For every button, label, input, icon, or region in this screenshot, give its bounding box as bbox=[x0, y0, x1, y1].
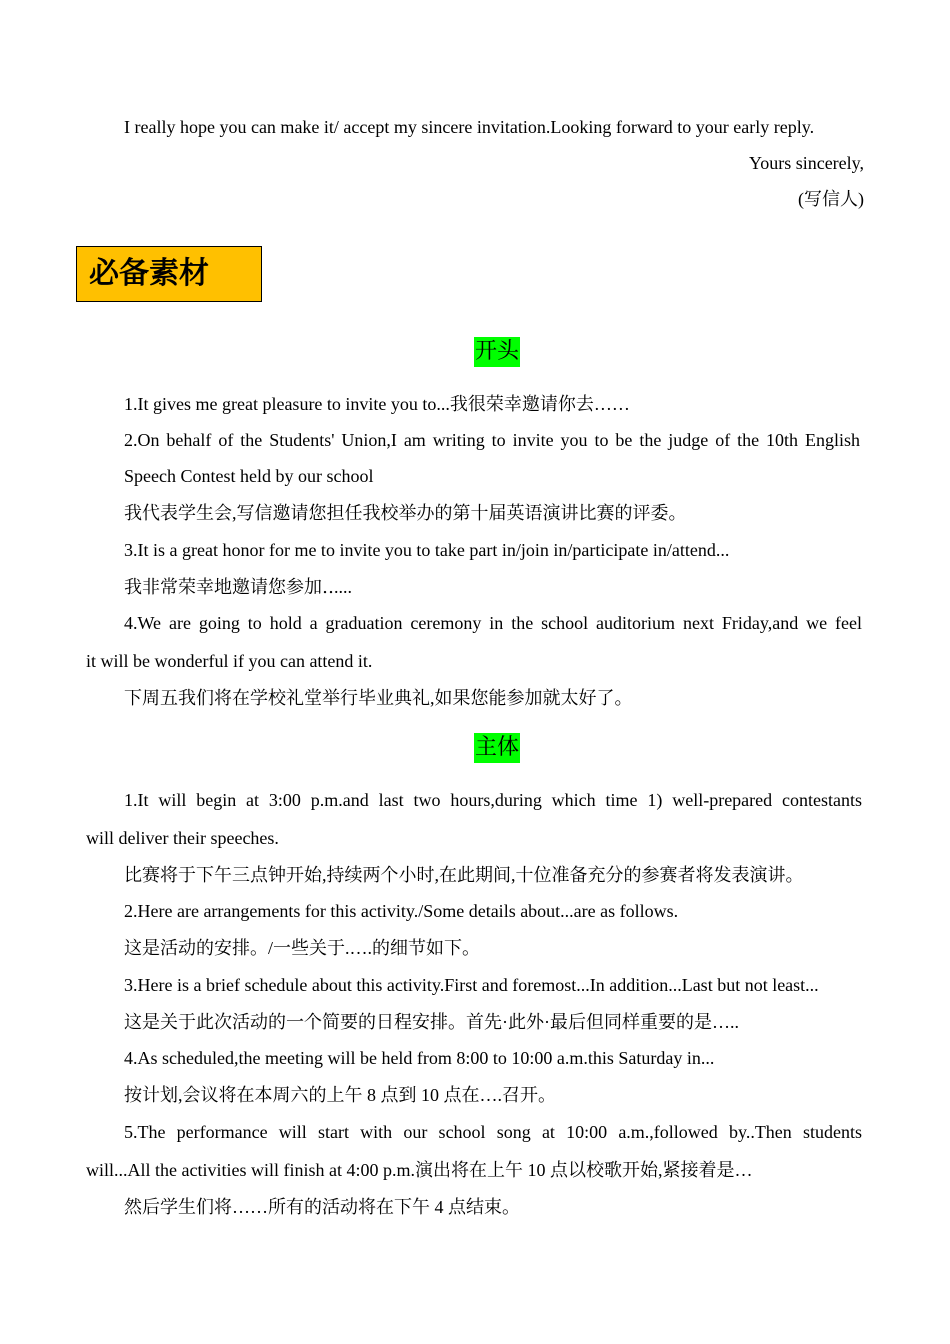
body-line: 3.Here is a brief schedule about this activity.First and foremost...In addition...Last but not least... bbox=[124, 975, 819, 995]
opening-line: Speech Contest held by our school bbox=[124, 466, 374, 486]
opening-line: 2.On behalf of the Students' Union,I am writing to invite you to be the judge of the 10th English bbox=[124, 430, 860, 450]
opening-line: it will be wonderful if you can attend it. bbox=[86, 651, 373, 671]
body-line: 4.As scheduled,the meeting will be held from 8:00 to 10:00 a.m.this Saturday in... bbox=[124, 1048, 715, 1068]
opening-line: 4.We are going to hold a graduation ceremony in the school auditorium next Friday,and we feel bbox=[124, 613, 862, 633]
sign-off: Yours sincerely, bbox=[749, 153, 864, 173]
body-line: 这是活动的安排。/一些关于.….的细节如下。 bbox=[124, 938, 480, 958]
body-line: 然后学生们将……所有的活动将在下午 4 点结束。 bbox=[124, 1197, 520, 1217]
body-line: 2.Here are arrangements for this activity./Some details about...are as follows. bbox=[124, 901, 679, 921]
body-line: will deliver their speeches. bbox=[86, 828, 279, 848]
opening-line: 我非常荣幸地邀请您参加‥.... bbox=[124, 577, 353, 597]
opening-line: 3.It is a great honor for me to invite you to take part in/join in/participate in/attend... bbox=[124, 540, 730, 560]
body-line: will...All the activities will finish at 4:00 p.m.演出将在上午 10 点以校歌开始,紧接着是… bbox=[86, 1160, 753, 1180]
opening-line: 下周五我们将在学校礼堂举行毕业典礼,如果您能参加就太好了。 bbox=[124, 688, 633, 708]
closing-hope-line: I really hope you can make it/ accept my sincere invitation.Looking forward to your early reply. bbox=[124, 117, 815, 137]
opening-line: 1.It gives me great pleasure to invite you to...我很荣幸邀请你去…… bbox=[124, 394, 630, 414]
body-line: 比赛将于下午三点钟开始,持续两个小时,在此期间,十位准备充分的参赛者将发表演讲。 bbox=[124, 865, 804, 885]
body-heading: 主体 bbox=[474, 733, 520, 763]
opening-heading: 开头 bbox=[474, 337, 520, 367]
body-line: 1.It will begin at 3:00 p.m.and last two hours,during which time 1) well-prepared contestants bbox=[124, 790, 862, 810]
body-line: 5.The performance will start with our school song at 10:00 a.m.,followed by..Then students bbox=[124, 1122, 862, 1142]
body-line: 这是关于此次活动的一个简要的日程安排。首先·此外·最后但同样重要的是….. bbox=[124, 1012, 739, 1032]
body-line: 按计划,会议将在本周六的上午 8 点到 10 点在….召开。 bbox=[124, 1085, 556, 1105]
opening-line: 我代表学生会,写信邀请您担任我校举办的第十届英语演讲比赛的评委。 bbox=[124, 503, 687, 523]
writer-placeholder: (写信人) bbox=[798, 189, 864, 209]
section-title-box: 必备素材 bbox=[76, 246, 262, 302]
